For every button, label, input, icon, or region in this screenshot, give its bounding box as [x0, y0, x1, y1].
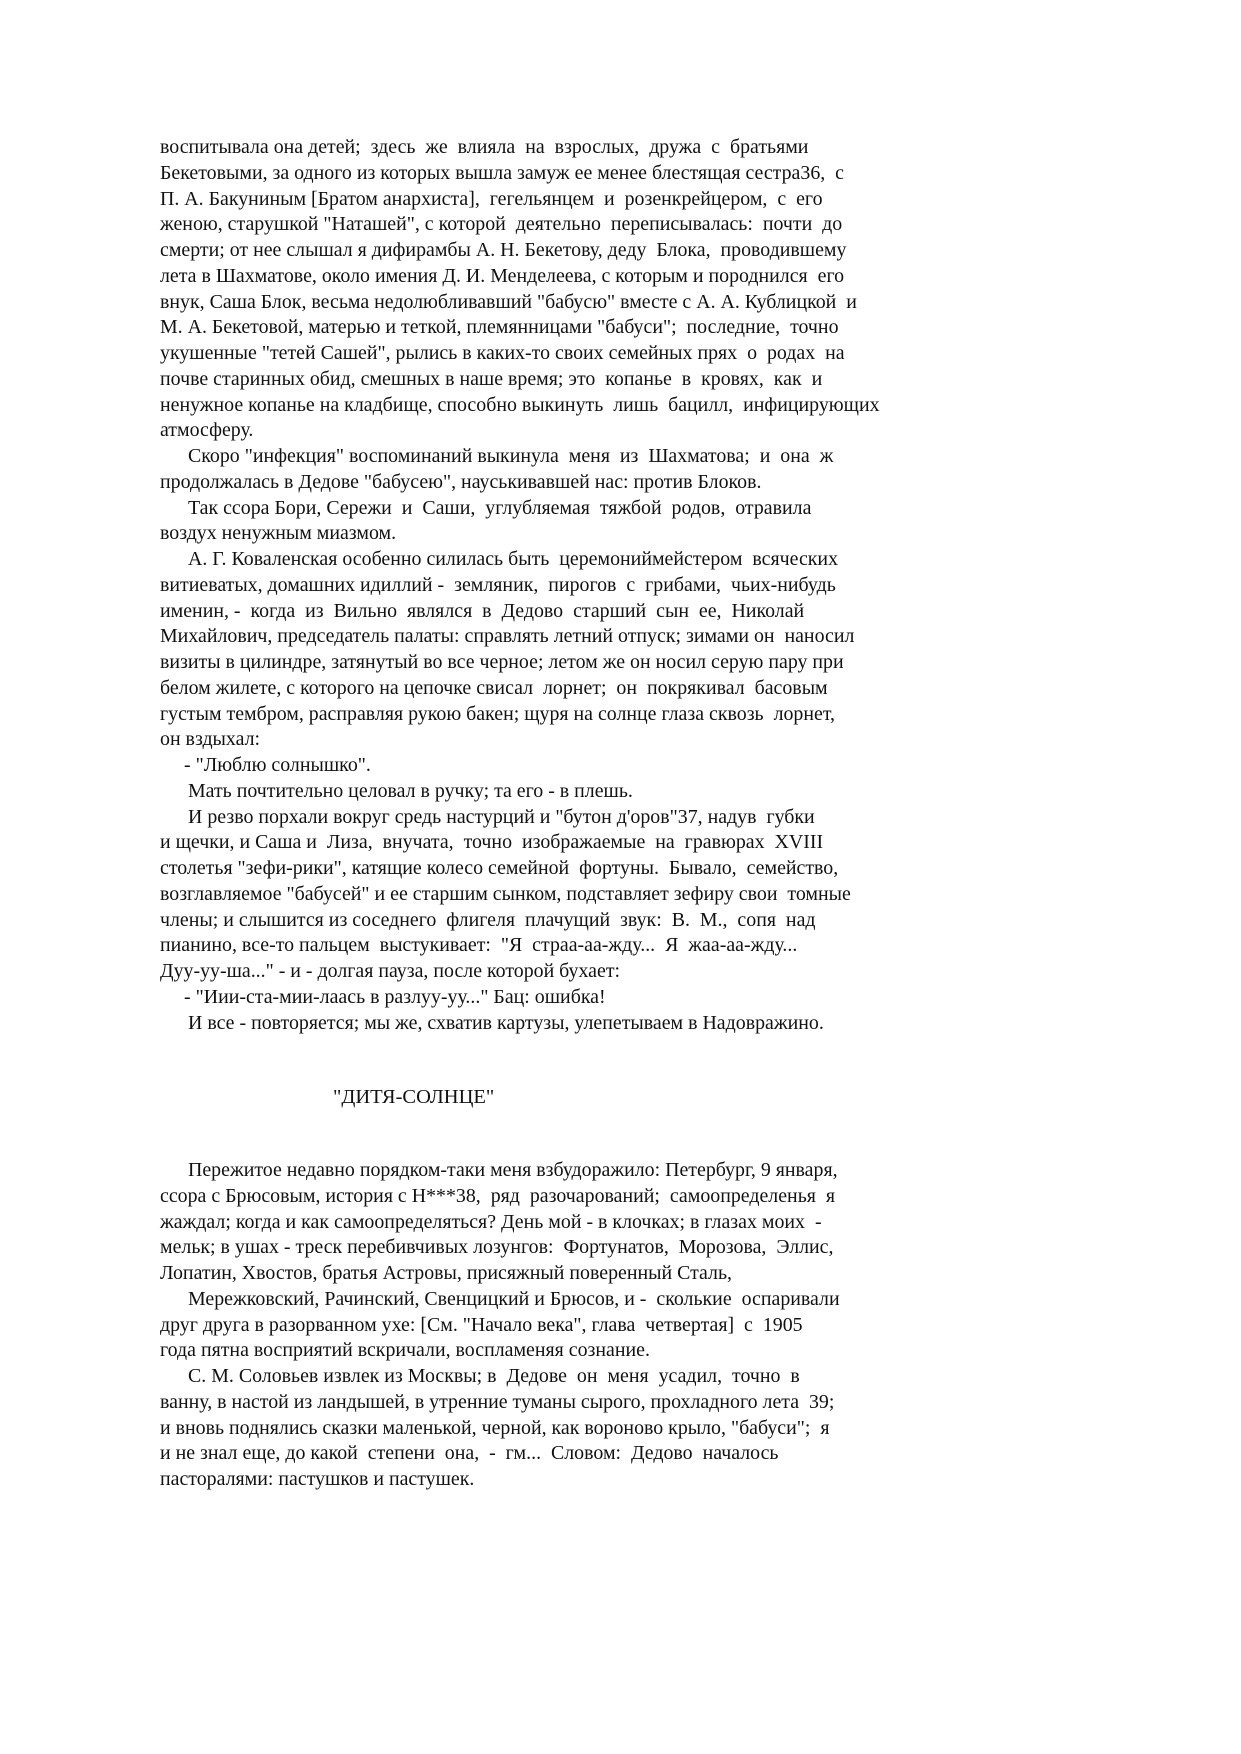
- text-line: члены; и слышится из соседнего флигеля плачущий звук: В. М., сопя над: [160, 908, 816, 931]
- text-line: укушенные "тетей Сашей", рылись в каких-то своих семейных прях о родах на: [160, 342, 845, 364]
- text-line: Лопатин, Хвостов, братья Астровы, присяжный поверенный Сталь,: [160, 1262, 732, 1284]
- text-line: белом жилете, с которого на цепочке свисал лорнет; он покрякивал басовым: [160, 676, 828, 699]
- text-line: - "Иии-ста-мии-лаась в разлуу-уу..." Бац: ошибка!: [184, 985, 606, 1008]
- text-line: И все - повторяется; мы же, схватив картузы, улепетываем в Надовражино.: [188, 1011, 824, 1034]
- text-line: жаждал; когда и как самоопределяться? День мой - в клочках; в глазах моих -: [160, 1210, 822, 1233]
- text-line: Так ссора Бори, Сережи и Саши, углубляемая тяжбой родов, отравила: [188, 496, 812, 519]
- text-line: года пятна восприятий вскричали, воспламеняя сознание.: [160, 1339, 650, 1362]
- text-line: Пережитое недавно порядком-таки меня взбудоражило: Петербург, 9 января,: [188, 1159, 838, 1181]
- text-line: продолжалась в Дедове "бабусею", науськивавшей нас: против Блоков.: [160, 470, 762, 493]
- text-line: пасторалями: пастушков и пастушек.: [160, 1468, 475, 1490]
- text-line: атмосферу.: [160, 419, 254, 442]
- text-line: Михайлович, председатель палаты: справлять летний отпуск; зимами он наносил: [160, 625, 855, 648]
- text-line: и не знал еще, до какой степени она, - гм... Словом: Дедово началось: [160, 1442, 779, 1465]
- text-line: пианино, все-то пальцем выстукивает: "Я страа-аа-жду... Я жаа-аа-жду...: [160, 934, 798, 957]
- text-line: и вновь поднялись сказки маленькой, черной, как вороново крыло, "бабуси"; я: [160, 1416, 830, 1439]
- text-line: мельк; в ушах - треск перебивчивых лозунгов: Фортунатов, Морозова, Эллис,: [160, 1236, 834, 1259]
- text-line: А. Г. Коваленская особенно силилась быть церемониймейстером всяческих: [188, 548, 839, 570]
- text-line: Мать почтительно целовал в ручку; та его - в плешь.: [188, 779, 633, 802]
- chapter-heading: "ДИТЯ-СОЛНЦЕ": [333, 1086, 495, 1108]
- text-line: визиты в цилиндре, затянутый во все черное; летом же он носил серую пару при: [160, 651, 844, 673]
- text-line: возглавляемое "бабусей" и ее старшим сынком, подставляет зефиру свои томные: [160, 882, 851, 905]
- text-line: Скоро "инфекция" воспоминаний выкинула меня из Шахматова; и она ж: [188, 445, 834, 467]
- text-line: он вздыхал:: [160, 728, 261, 751]
- text-line: смерти; от нее слышал я дифирамбы А. Н. Бекетову, деду Блока, проводившему: [160, 239, 847, 261]
- text-line: М. А. Бекетовой, матерью и теткой, племянницами "бабуси"; последние, точно: [160, 316, 839, 339]
- text-line: почве старинных обид, смешных в наше время; это копанье в кровях, как и: [160, 367, 823, 390]
- text-line: витиеватых, домашних идиллий - земляник, пирогов с грибами, чьих-нибудь: [160, 573, 836, 596]
- text-line: И резво порхали вокруг средь настурций и "бутон д'оров"37, надув губки: [188, 805, 815, 828]
- text-line: друг друга в разорванном ухе: [См. "Начало века", глава четвертая] с 1905: [160, 1313, 803, 1336]
- text-line: именин, - когда из Вильно являлся в Дедово старший сын ее, Николай: [160, 599, 805, 622]
- text-line: ванну, в настой из ландышей, в утренние туманы сырого, прохладного лета 39;: [160, 1390, 835, 1413]
- text-line: С. М. Соловьев извлек из Москвы; в Дедове он меня усадил, точно в: [188, 1365, 800, 1387]
- text-line: Мережковский, Рачинский, Свенцицкий и Брюсов, и - сколькие оспаривали: [188, 1287, 840, 1310]
- text-line: ссора с Брюсовым, история с Н***38, ряд разочарований; самоопределенья я: [160, 1184, 836, 1207]
- text-line: воздух ненужным миазмом.: [160, 522, 397, 545]
- text-line: П. А. Бакуниным [Братом анархиста], гегельянцем и розенкрейцером, с его: [160, 187, 823, 210]
- text-line: воспитывала она детей; здесь же влияла на взрослых, дружа с братьями: [160, 136, 809, 158]
- text-line: и щечки, и Саша и Лиза, внучата, точно изображаемые на гравюрах XVIII: [160, 831, 824, 854]
- text-line: лета в Шахматове, около имения Д. И. Менделеева, с которым и породнился его: [160, 264, 845, 287]
- text-line: женою, старушкой "Наташей", с которой деятельно переписывалась: почти до: [160, 213, 843, 236]
- text-line: Бекетовыми, за одного из которых вышла замуж ее менее блестящая сестра36, с: [160, 161, 845, 184]
- text-line: внук, Саша Блок, весьма недолюбливавший "бабусю" вместе с А. А. Кублицкой и: [160, 290, 857, 313]
- text-line: столетья "зефи-рики", катящие колесо семейной фортуны. Бывало, семейство,: [160, 857, 839, 879]
- text-line: Дуу-уу-ша..." - и - долгая пауза, после которой бухает:: [160, 960, 621, 982]
- text-line: густым тембром, расправляя рукою бакен; щуря на солнце глаза сквозь лорнет,: [160, 702, 836, 725]
- text-line: - "Люблю солнышко".: [184, 754, 371, 776]
- text-line: ненужное копанье на кладбище, способно выкинуть лишь бацилл, инфицирующих: [160, 393, 880, 416]
